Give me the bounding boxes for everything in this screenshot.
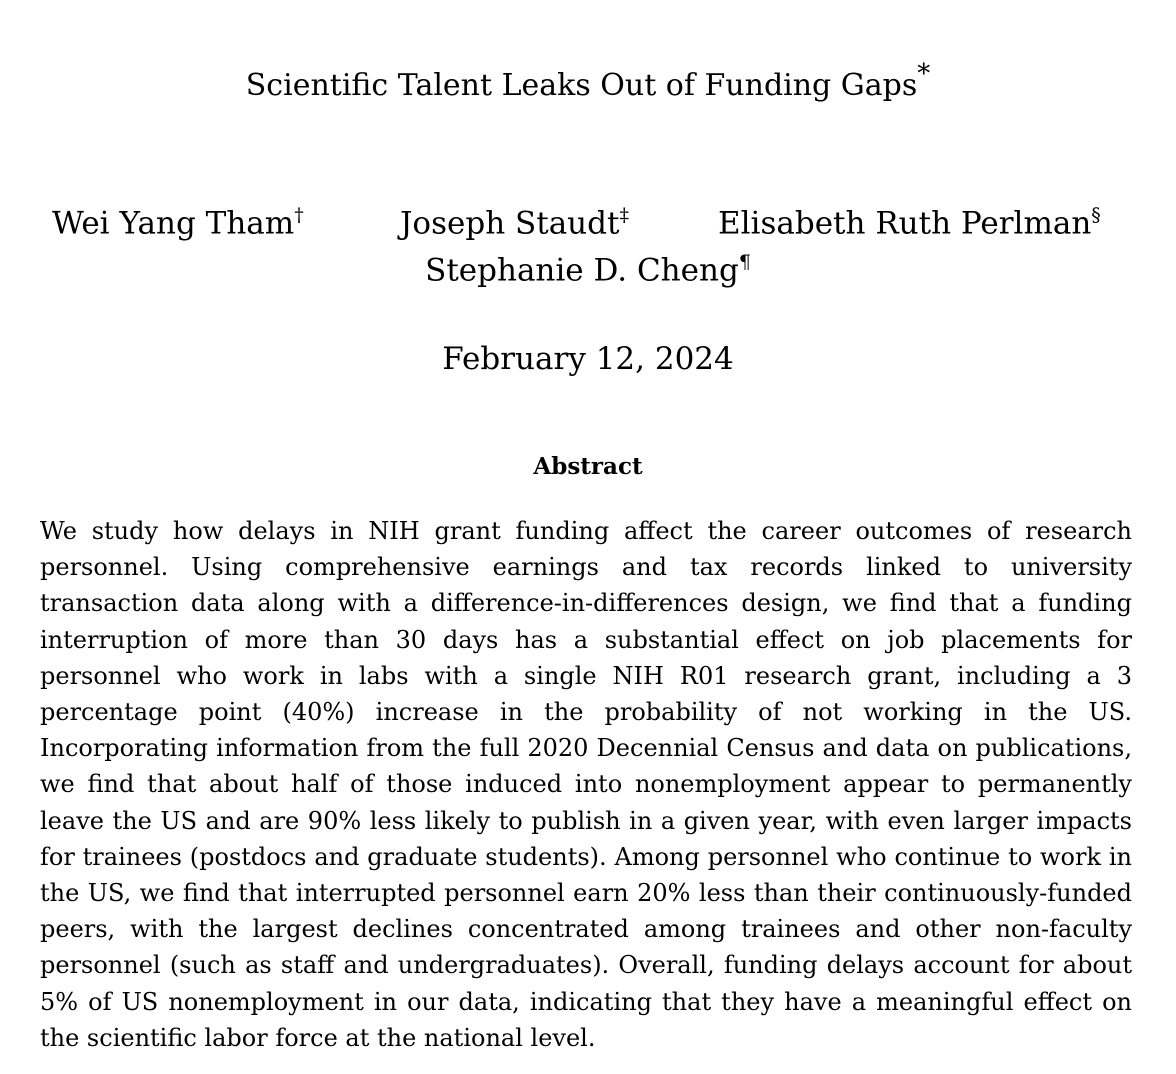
author-footnote-mark: † (294, 204, 304, 226)
paper-title (0, 44, 1176, 118)
author-name: Wei Yang Tham (52, 205, 295, 242)
paper-title-text: Scientific Talent Leaks Out of Funding Gaps (245, 68, 918, 103)
abstract-body: We study how delays in NIH grant funding affect the career outcomes of research personnel. Using comprehensive earnings and tax records linked to university transaction data along with a difference-in-differences design, we find that a funding interruption of more than 30 days has a substantial effect on job placements for personnel who work in labs with a single NIH R01 research grant, including a 3 percentage point (40%) increase in the probability of not working in the US. Incorporating information from the full 2020 Decennial Census and data on publications, we find that about half of those induced into nonemployment appear to permanently leave the US and are 90% less likely to publish in a given year, with even larger impacts for trainees (postdocs and graduate students). Among personnel who continue to work in the US, we find that interrupted personnel earn 20% less than their continuously-funded peers, with the largest declines concentrated among trainees and other non-faculty personnel (such as staff and undergraduates). Overall, funding delays account for about 5% of US nonemployment in our data, indicating that they have a meaningful effect on the scientific labor force at the national level. (40, 517, 1132, 1052)
author-footnote-mark: ‡ (619, 204, 629, 226)
author-3 (718, 196, 1101, 243)
title-footnote-mark: * (917, 59, 931, 89)
abstract-heading: Abstract (533, 453, 643, 480)
author-footnote-mark: § (1091, 204, 1101, 226)
author-2 (400, 196, 629, 243)
author-footnote-mark: ¶ (738, 251, 751, 273)
author-1 (52, 196, 304, 243)
author-name: Stephanie D. Cheng (425, 252, 739, 289)
author-name: Elisabeth Ruth Perlman (718, 205, 1092, 242)
author-name: Joseph Staudt (400, 205, 620, 242)
author-4 (0, 243, 1176, 290)
publication-date: February 12, 2024 (442, 341, 734, 377)
